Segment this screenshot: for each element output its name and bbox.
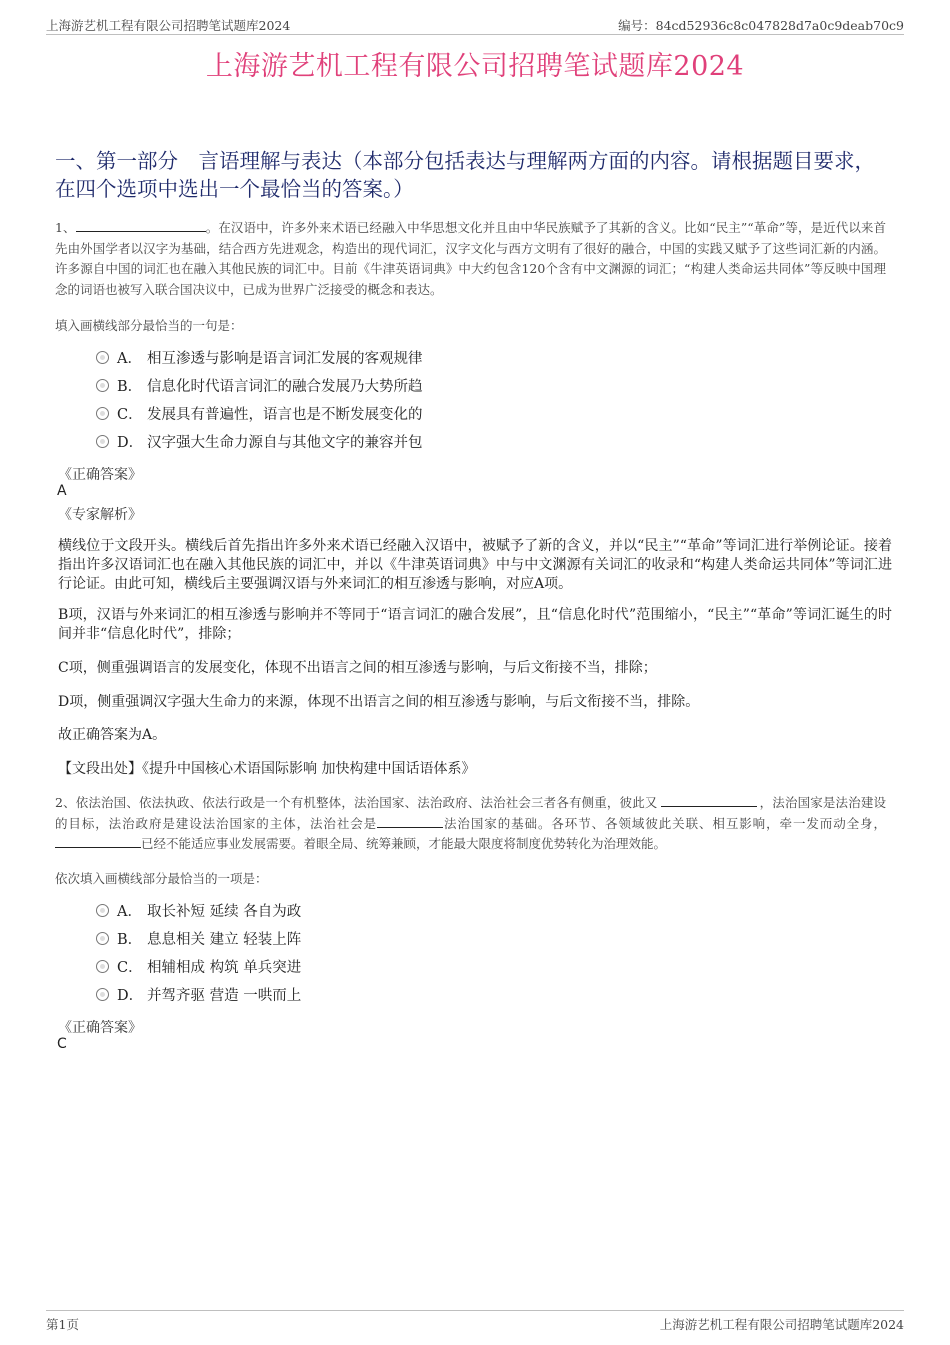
question-2-option-d[interactable] [96, 986, 301, 1006]
option-letter: C． [117, 960, 143, 976]
analysis-paragraph: 横线位于文段开头。横线后首先指出许多外来术语已经融入汉语中，被赋予了新的含义，并以“民主”“革命”等词汇进行举例论证。接着指出许多汉语词汇也在融入其他民族的词汇中，并以《牛津英语词典》中与中文渊源有关词汇的收录和“构建人类命运共同体”等词汇进行论证。由此可知，横线后主要强调汉语与外来词汇的相互渗透与影响，对应A项。 [58, 538, 892, 592]
page-title: 上海游艺机工程有限公司招聘笔试题库2024 [205, 51, 745, 82]
option-text: 息息相关 建立 轻装上阵 [147, 932, 302, 948]
question-2-stem [55, 793, 886, 855]
option-text: 相互渗透与影响是语言词汇发展的客观规律 [147, 351, 423, 367]
question-2-text: ，法治国家是法治建设的目标，法治政府是建设法治国家的主体，法治社会是 [55, 795, 886, 831]
answer-blank [661, 794, 757, 807]
header-doc-title: 上海游艺机工程有限公司招聘笔试题库2024 [46, 18, 291, 33]
option-letter: C． [117, 407, 143, 423]
page-number: 第1页 [46, 1317, 79, 1332]
question-1-number: 1、 [55, 220, 76, 235]
radio-icon[interactable] [96, 351, 109, 364]
page-header [46, 14, 904, 35]
option-letter: B． [117, 379, 143, 395]
question-1-option-b[interactable] [96, 377, 423, 397]
radio-icon[interactable] [96, 932, 109, 945]
question-1-prompt: 填入画横线部分最恰当的一句是： [55, 318, 243, 333]
option-text: 取长补短 延续 各自为政 [147, 904, 302, 920]
question-1-answer: A [57, 483, 67, 499]
analysis-paragraph: D项，侧重强调汉字强大生命力的来源，体现不出语言之间的相互渗透与影响，与后文衔接不当，排除。 [58, 694, 700, 710]
option-letter: D． [117, 988, 144, 1004]
answer-blank [76, 219, 206, 232]
question-1-text: 。在汉语中，许多外来术语已经融入中华思想文化并且由中华民族赋予了其新的含义。比如“民主”“革命”等，是近代以来首先由外国学者以汉字为基础，结合西方先进观念，构造出的现代词汇，汉字文化与西方文明有了很好的融合，中国的实践又赋予了这些词汇新的内涵。许多源自中国的词汇也在融入其他民族的词汇中。目前《牛津英语词典》中大约包含120个含有中文渊源的词汇；“构建人类命运共同体”等反映中国理念的词语也被写入联合国决议中，已成为世界广泛接受的概念和表达。 [55, 220, 886, 297]
question-1-option-c[interactable] [96, 405, 423, 425]
question-2-option-c[interactable] [96, 958, 301, 978]
question-2-text: 已经不能适应事业发展需要。着眼全局、统筹兼顾，才能最大限度将制度优势转化为治理效能。 [141, 836, 667, 851]
option-letter: A． [117, 351, 142, 367]
answer-blank [377, 815, 443, 828]
radio-icon[interactable] [96, 960, 109, 973]
question-1-analysis-label: 《专家解析》 [58, 507, 142, 523]
question-1-option-d[interactable] [96, 433, 423, 453]
analysis-paragraph: B项，汉语与外来词汇的相互渗透与影响并不等同于“语言词汇的融合发展”，且“信息化时代”范围缩小，“民主”“革命”等词汇诞生的时间并非“信息化时代”，排除； [58, 607, 892, 642]
question-1-answer-label: 《正确答案》 [58, 467, 142, 483]
option-text: 并驾齐驱 营造 一哄而上 [147, 988, 302, 1004]
question-2-answer: C [57, 1036, 67, 1052]
question-1-stem [55, 218, 886, 300]
option-letter: A． [117, 904, 142, 920]
question-1-option-a[interactable] [96, 349, 423, 369]
footer-doc-title: 上海游艺机工程有限公司招聘笔试题库2024 [659, 1317, 904, 1332]
analysis-conclusion: 故正确答案为A。 [58, 727, 167, 743]
question-2-option-a[interactable] [96, 902, 301, 922]
option-text: 相辅相成 构筑 单兵突进 [147, 960, 302, 976]
page-footer [46, 1310, 904, 1333]
option-letter: D． [117, 435, 144, 451]
radio-icon[interactable] [96, 407, 109, 420]
source-citation: 【文段出处】《提升中国核心术语国际影响 加快构建中国话语体系》 [58, 761, 476, 777]
option-text: 发展具有普遍性，语言也是不断发展变化的 [147, 407, 423, 423]
question-2-option-b[interactable] [96, 930, 301, 950]
question-2-answer-label: 《正确答案》 [58, 1020, 142, 1036]
option-letter: B． [117, 932, 143, 948]
header-doc-id: 编号：84cd52936c8c047828d7a0c9deab70c9 [618, 18, 904, 33]
radio-icon[interactable] [96, 904, 109, 917]
radio-icon[interactable] [96, 988, 109, 1001]
answer-blank [55, 835, 141, 848]
analysis-paragraph: C项，侧重强调语言的发展变化，体现不出语言之间的相互渗透与影响，与后文衔接不当，排除； [58, 660, 657, 676]
section-heading: 一、第一部分 言语理解与表达（本部分包括表达与理解两方面的内容。请根据题目要求，在四个选项中选出一个最恰当的答案。） [55, 149, 875, 201]
radio-icon[interactable] [96, 379, 109, 392]
option-text: 信息化时代语言词汇的融合发展乃大势所趋 [147, 379, 423, 395]
question-2-text: 法治国家的基础。各环节、各领域彼此关联、相互影响，牵一发而动全身， [443, 815, 886, 831]
question-2-text: 2、依法治国、依法执政、依法行政是一个有机整体，法治国家、法治政府、法治社会三者各有侧重，彼此又 [55, 795, 658, 810]
option-text: 汉字强大生命力源自与其他文字的兼容并包 [147, 435, 423, 451]
question-2-prompt: 依次填入画横线部分最恰当的一项是： [55, 871, 268, 886]
radio-icon[interactable] [96, 435, 109, 448]
